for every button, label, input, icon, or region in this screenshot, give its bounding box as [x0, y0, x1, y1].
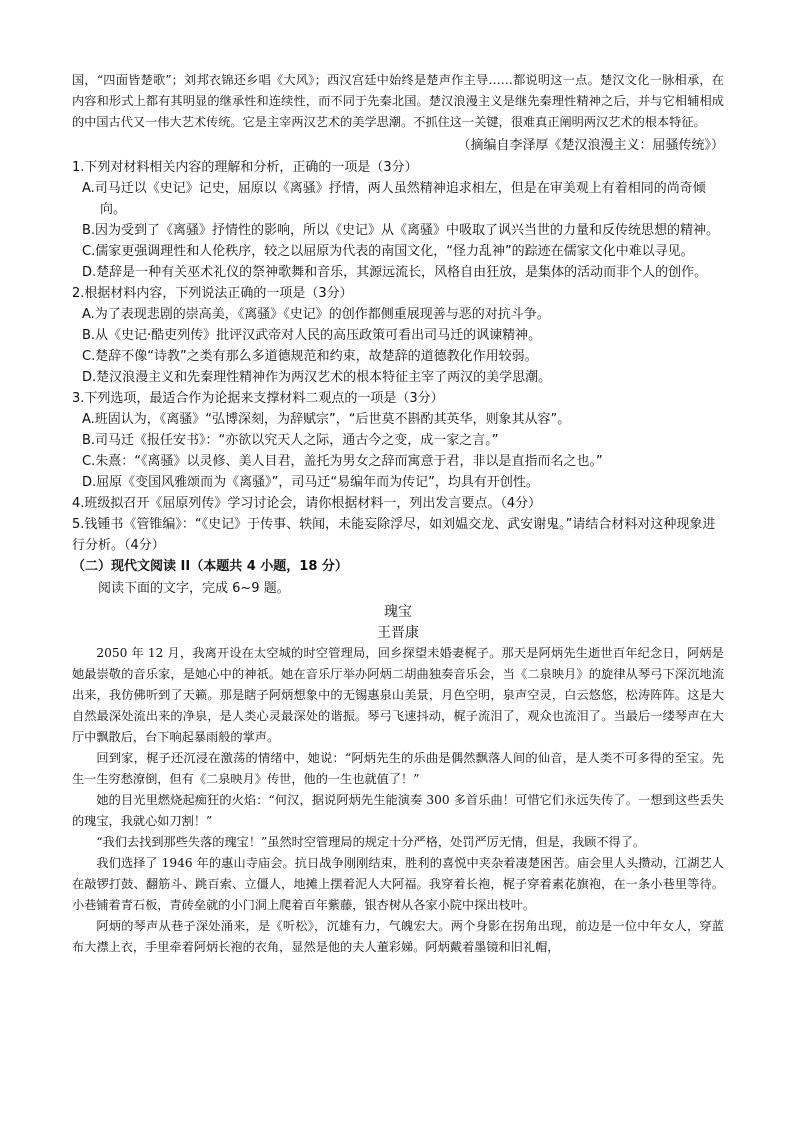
story-paragraph: “我们去找到那些失落的瑰宝！”虽然时空管理局的规定十分严格，处罚严厉无情，但是，我顾不得了。 [96, 835, 646, 849]
passage-source: （摘编自李泽厚《楚汉浪漫主义：屈骚传统》） [457, 138, 724, 153]
option-a: A.司马迁以《史记》记史，屈原以《离骚》抒情，两人虽然精神追求相左，但是在审美观上有着相同的尚奇倾向。 [82, 181, 706, 217]
option-c: C.朱熹：“《离骚》以灵修、美人目君，盖托为男女之辞而寓意于君，非以是直指而名之也。” [82, 454, 603, 469]
option-a: A.班固认为，《离骚》“弘博深刻，为辞赋宗”，“后世莫不斟酌其英华，则象其从容”。 [82, 412, 571, 427]
question-4: 4.班级拟召开《屈原列传》学习讨论会，请你根据材料一，列出发言要点。（4分） [72, 496, 542, 511]
option-d: D.楚汉浪漫主义和先秦理性精神作为两汉艺术的根本特征主宰了两汉的美学思潮。 [82, 370, 552, 385]
option-b: B.从《史记·酷吏列传》批评汉武帝对人民的高压政策可看出司马迁的讽谏精神。 [82, 328, 542, 343]
section-header: （二）现代文阅读 II（本题共 4 小题，18 分） [72, 559, 348, 574]
story-author: 王晋康 [377, 625, 419, 641]
option-c: C.楚辞不像“诗教”之类有那么多道德规范和约束，故楚辞的道德教化作用较弱。 [82, 349, 538, 364]
question-2 [72, 283, 724, 388]
question-1 [72, 157, 724, 283]
section-instruction: 阅读下面的文字，完成 6~9 题。 [98, 581, 290, 596]
question-stem: 3.下列选项，最适合作为论据来支撑材料二观点的一项是（3分） [72, 391, 444, 406]
question-3 [72, 388, 724, 493]
question-stem: 1.下列对材料相关内容的理解和分析，正确的一项是（3分） [72, 160, 418, 175]
story-paragraph: 我们选择了 1946 年的惠山寺庙会。抗日战争刚刚结束，胜利的喜悦中夹杂着凄楚困苦。庙会里人头攒动，江湖艺人在敲锣打鼓、翻筋斗、跳百索、立僵人，地摊上摆着泥人大阿福。我穿着长袍，梶子穿着素花旗袍，在一条小巷里等待。小巷铺着青石板，青砖垒就的小门洞上爬着百年紫藤，银杏树从各家小院中探出枝叶。 [72, 856, 724, 912]
story-title: 瑰宝 [384, 604, 412, 620]
question-5: 5.钱锺书《管锥编》：“《史记》于传事、轶闻，未能妄除浮尽，如刘媪交龙、武安谢鬼。”请结合材料对这种现象进行分析。（4分） [72, 517, 716, 553]
story-paragraph: 2050 年 12 月，我离开设在太空城的时空管理局，回乡探望未婚妻梶子。那天是阿炳先生逝世百年纪念日，阿炳是她最崇敬的音乐家，是她心中的神祇。她在音乐厅举办阿炳二胡曲独奏音乐会，当《二泉映月》的旋律从琴弓下深沉地流出来，我仿佛听到了天籁。那是瞎子阿炳想象中的无锡惠泉山美景，月色空明，泉声空灵，白云悠悠，松涛阵阵。这是大自然最深处流出来的净泉，是人类心灵最深处的谐振。琴弓飞速抖动，梶子流泪了，观众也流泪了。当最后一缕琴声在大厅中飘散后，台下响起暴雨般的掌声。 [72, 646, 724, 744]
option-a: A.为了表现悲剧的崇高美，《离骚》《史记》的创作都侧重展现善与恶的对抗斗争。 [82, 307, 550, 322]
story-paragraph: 回到家，梶子还沉浸在激荡的情绪中，她说：“阿炳先生的乐曲是偶然飘落人间的仙音，是人类不可多得的至宝。先生一生穷愁潦倒，但有《二泉映月》传世，他的一生也就值了！” [72, 751, 724, 786]
passage-paragraph: 国，“四面皆楚歌”；刘邦衣锦还乡唱《大风》；西汉宫廷中始终是楚声作主导……都说明这一点。楚汉文化一脉相承，在内容和形式上都有其明显的继承性和连续性，而不同于先秦北国。楚汉浪漫主义是继先秦理性精神之后，并与它相辅相成的中国古代又一伟大艺术传统。它是主宰两汉艺术的美学思潮。不抓住这一关键，很难真正阐明两汉艺术的根本特征。 [72, 73, 724, 129]
story-paragraph: 阿炳的琴声从巷子深处涌来，是《听松》，沉雄有力，气魄宏大。两个身影在拐角出现，前边是一位中年女人，穿蓝布大襟上衣，手里牵着阿炳长袍的衣角，显然是他的夫人董彩娣。阿炳戴着墨镜和旧礼帽， [72, 919, 724, 954]
option-b: B.司马迁《报任安书》：“亦欲以究天人之际，通古今之变，成一家之言。” [82, 433, 499, 448]
document-page [72, 70, 724, 958]
option-d: D.楚辞是一种有关巫术礼仪的祭神歌舞和音乐，其源远流长，风格自由狂放，是集体的活动而非个人的创作。 [82, 265, 708, 280]
option-b: B.因为受到了《离骚》抒情性的影响，所以《史记》从《离骚》中吸取了讽兴当世的力量和反传统思想的精神。 [82, 223, 720, 238]
question-stem: 2.根据材料内容，下列说法正确的一项是（3分） [72, 286, 353, 301]
option-d: D.屈原《变国风雅颂而为《离骚》”，司马迁“易编年而为传记”，均具有开创性。 [82, 475, 539, 490]
story-paragraph: 她的目光里燃烧起痴狂的火焰：“何汉，据说阿炳先生能演奏 300 多首乐曲！可惜它们永远失传了。一想到这些丢失的瑰宝，我就心如刀割！” [72, 793, 724, 828]
option-c: C.儒家更强调理性和人伦秩序，较之以屈原为代表的南国文化，“怪力乱神”的踪迹在儒家文化中难以寻见。 [82, 244, 694, 259]
